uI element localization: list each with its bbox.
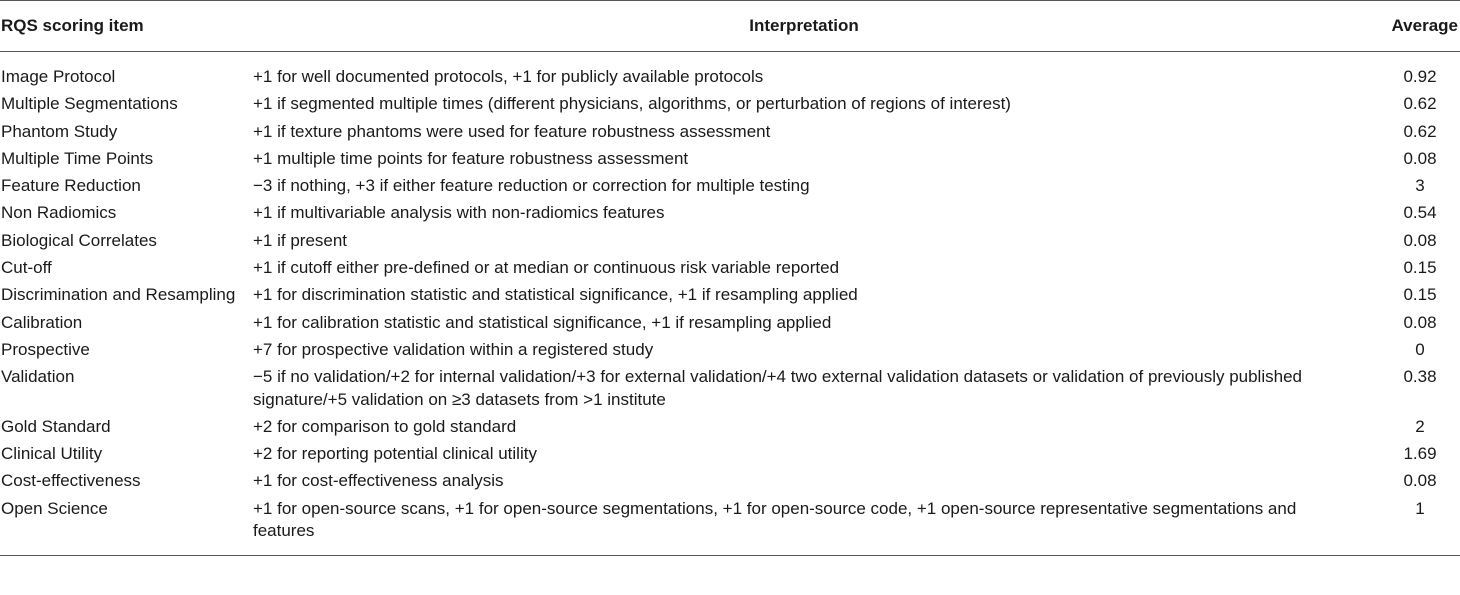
cell-interpretation: +1 for calibration statistic and statistical significance, +1 if resampling applied bbox=[253, 312, 832, 332]
cell-average: 2 bbox=[1415, 416, 1425, 436]
cell-interpretation: +7 for prospective validation within a registered study bbox=[253, 339, 654, 359]
cell-item: Multiple Time Points bbox=[1, 148, 154, 168]
table-row bbox=[0, 173, 1460, 200]
cell-average: 0.62 bbox=[1403, 94, 1437, 114]
cell-item: Gold Standard bbox=[1, 416, 111, 436]
cell-interpretation: +1 for discrimination statistic and statistical significance, +1 if resampling applied bbox=[253, 285, 858, 305]
header-average: Average bbox=[1391, 16, 1458, 35]
table-row bbox=[0, 468, 1460, 495]
table-row bbox=[0, 413, 1460, 440]
cell-average: 0.15 bbox=[1403, 285, 1437, 305]
cell-interpretation: +2 for reporting potential clinical utility bbox=[253, 444, 537, 464]
cell-average: 3 bbox=[1415, 176, 1425, 196]
cell-interpretation: +1 for well documented protocols, +1 for publicly available protocols bbox=[253, 67, 764, 86]
cell-interpretation: +1 for cost-effectiveness analysis bbox=[253, 471, 504, 491]
table-row bbox=[0, 91, 1460, 118]
cell-average: 1.69 bbox=[1403, 444, 1437, 464]
cell-item: Biological Correlates bbox=[1, 230, 157, 250]
table-row bbox=[0, 227, 1460, 254]
cell-average: 1 bbox=[1415, 498, 1425, 518]
cell-item: Non Radiomics bbox=[1, 203, 117, 223]
cell-average: 0.92 bbox=[1403, 67, 1437, 86]
cell-interpretation: +2 for comparison to gold standard bbox=[253, 416, 517, 436]
cell-interpretation: +1 if texture phantoms were used for feature robustness assessment bbox=[253, 121, 771, 141]
cell-average: 0 bbox=[1415, 339, 1425, 359]
cell-average: 0.08 bbox=[1403, 471, 1437, 491]
cell-item: Cut-off bbox=[1, 257, 52, 277]
cell-average: 0.08 bbox=[1403, 148, 1437, 168]
table-row bbox=[0, 118, 1460, 145]
cell-item: Feature Reduction bbox=[1, 176, 141, 196]
header-row bbox=[0, 1, 1460, 52]
table-row bbox=[0, 309, 1460, 336]
cell-item: Prospective bbox=[1, 339, 90, 359]
header-rqs-scoring-item: RQS scoring item bbox=[1, 16, 144, 35]
cell-average: 0.08 bbox=[1403, 230, 1437, 250]
cell-item: Clinical Utility bbox=[1, 444, 103, 464]
table-row bbox=[0, 441, 1460, 468]
cell-item: Open Science bbox=[1, 498, 108, 518]
table-row bbox=[0, 145, 1460, 172]
cell-average: 0.38 bbox=[1403, 367, 1437, 387]
cell-average: 0.62 bbox=[1403, 121, 1437, 141]
table-row bbox=[0, 336, 1460, 363]
table-row bbox=[0, 282, 1460, 309]
cell-average: 0.08 bbox=[1403, 312, 1437, 332]
table-body bbox=[0, 52, 1460, 556]
cell-interpretation: +1 if cutoff either pre-defined or at median or continuous risk variable reported bbox=[253, 257, 840, 277]
cell-item: Validation bbox=[1, 367, 75, 387]
cell-item: Multiple Segmentations bbox=[1, 94, 178, 114]
table-row bbox=[0, 495, 1460, 555]
cell-item: Cost-effectiveness bbox=[1, 471, 141, 491]
header-interpretation: Interpretation bbox=[749, 16, 859, 35]
cell-item: Phantom Study bbox=[1, 121, 118, 141]
cell-interpretation: +1 if segmented multiple times (different physicians, algorithms, or perturbation of regions of interest) bbox=[253, 94, 1011, 114]
table-row bbox=[0, 255, 1460, 282]
cell-interpretation: +1 for open-source scans, +1 for open-source segmentations, +1 for open-source code, +1 open-source representative segmentations and features bbox=[253, 498, 1297, 541]
table-row bbox=[0, 200, 1460, 227]
cell-item: Image Protocol bbox=[1, 67, 116, 86]
cell-average: 0.15 bbox=[1403, 257, 1437, 277]
cell-interpretation: +1 multiple time points for feature robustness assessment bbox=[253, 148, 689, 168]
table-row bbox=[0, 52, 1460, 91]
cell-item: Discrimination and Resampling bbox=[1, 285, 236, 305]
cell-item: Calibration bbox=[1, 312, 83, 332]
cell-interpretation: +1 if present bbox=[253, 230, 348, 250]
cell-interpretation: +1 if multivariable analysis with non-radiomics features bbox=[253, 203, 665, 223]
cell-interpretation: −3 if nothing, +3 if either feature reduction or correction for multiple testing bbox=[253, 176, 810, 196]
cell-average: 0.54 bbox=[1403, 203, 1437, 223]
cell-interpretation: −5 if no validation/+2 for internal validation/+3 for external validation/+4 two external validation datasets or validation of previously published signature/+5 validation on ≥3 datasets from >1 institute bbox=[253, 367, 1302, 409]
table-row bbox=[0, 364, 1460, 414]
table-header bbox=[0, 1, 1460, 52]
